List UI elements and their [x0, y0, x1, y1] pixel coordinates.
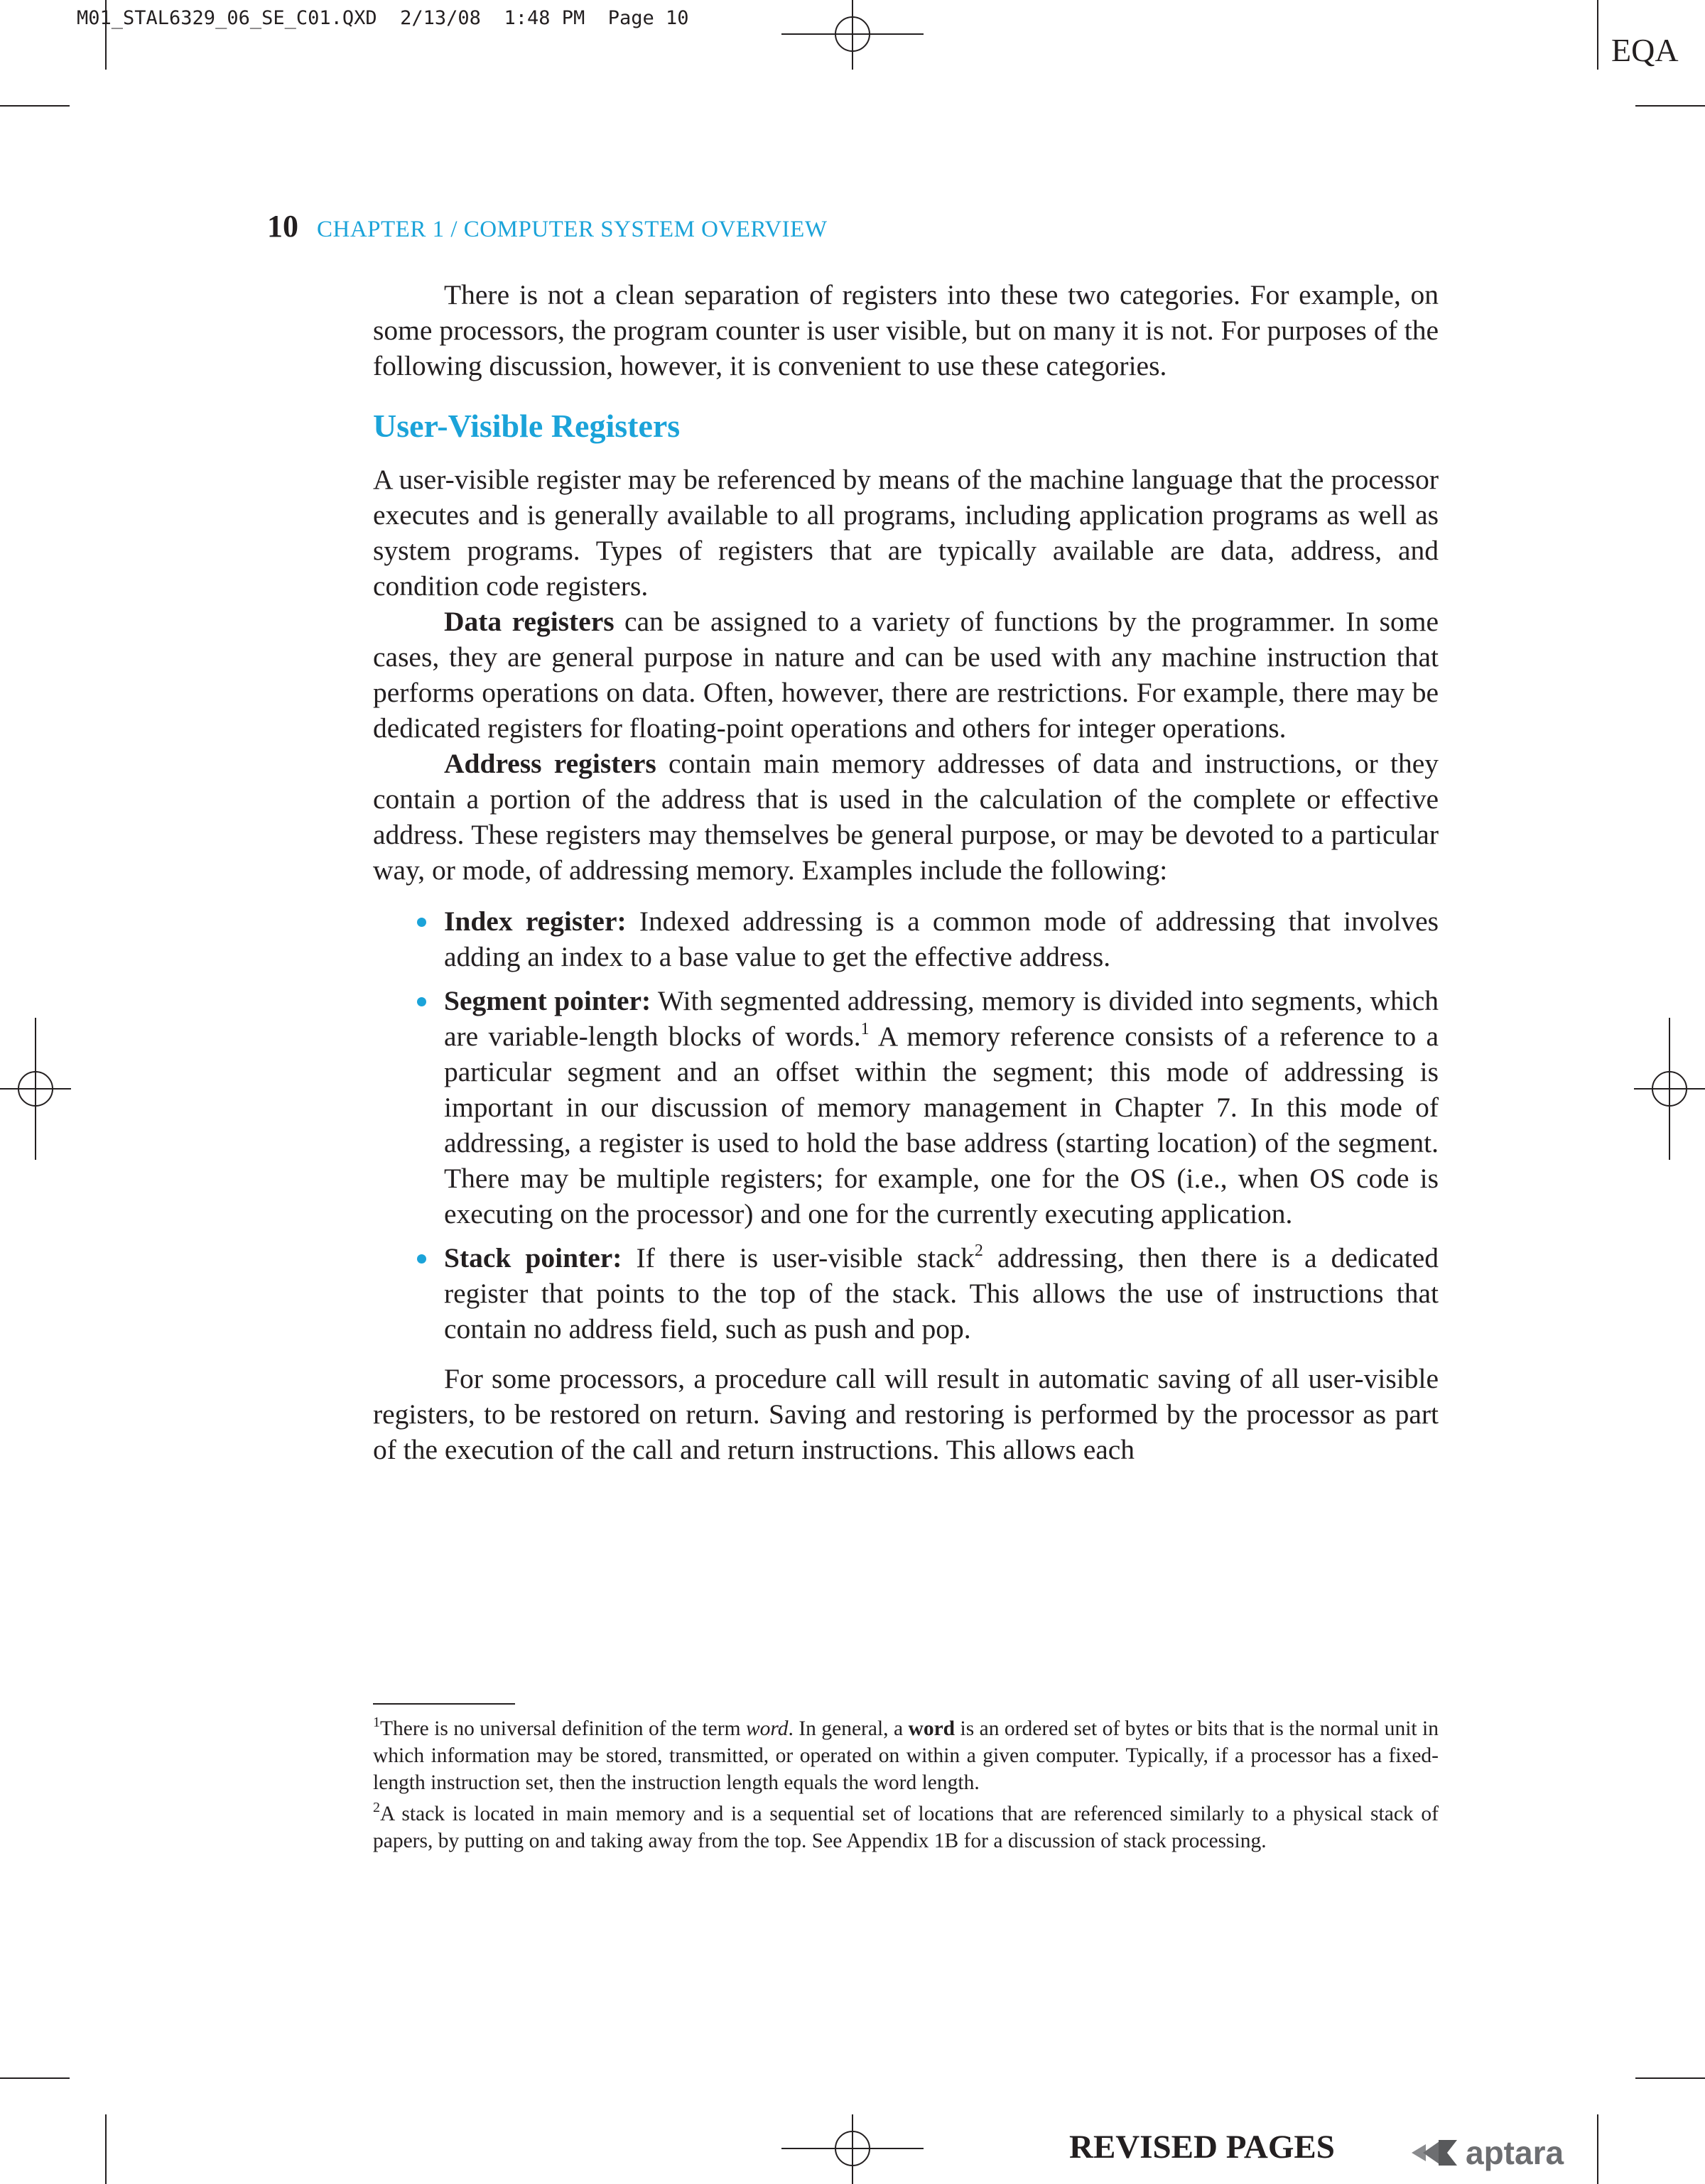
footnote-1: $^1$There is no universal definition of the term word. In general, a word is an ordered set of bytes or bits that is the normal unit in which information may be stored, transmitted, or operated on within a given computer. Typically, if a processor has a fixed-length instruction set, then the instruction length equals the word length. [373, 1715, 1439, 1794]
term-index-register: Index register: [444, 906, 627, 937]
crop-mark-bottom-left-h [0, 2077, 70, 2079]
footnote-2: $^2$A stack is located in main memory and is a sequential set of locations that are referenced similarly to a physical stack of papers, by putting on and taking away from the top. See Appendix 1B for a discussion of stack processing. [373, 1800, 1439, 1852]
registration-mark-top [781, 0, 924, 71]
footnote-ref-1[interactable]: 1 [860, 1020, 870, 1038]
term-segment-pointer: Segment pointer: [444, 985, 651, 1016]
aptara-logo-icon [1410, 2137, 1460, 2168]
running-head [267, 208, 827, 244]
revised-pages-label: REVISED PAGES [1069, 2129, 1335, 2166]
footnotes [373, 1715, 1439, 1859]
list-item: Stack pointer: If there is user-visible stack$^2$ addressing, then there is a dedicated register that points to the top of the stack. This allows the use of instructions that contain no address field, such as push and pop. [373, 1240, 1439, 1347]
aptara-logo-text: aptara [1466, 2134, 1564, 2171]
bullet-icon [417, 1254, 426, 1264]
footnote-divider [373, 1703, 515, 1705]
crop-mark-top-left-h [0, 105, 70, 107]
corner-mark: EQA [1611, 32, 1679, 68]
closing-paragraph: For some processors, a procedure call will result in automatic saving of all user-visible registers, to be restored on return. Saving and restoring is performed by the processor as part of the execution of the call and return instructions. This allows each [373, 1363, 1439, 1465]
paragraph-address-registers: Address registers contain main memory addresses of data and instructions, or they contain a portion of the address that is used in the calculation of the complete or effective address. These registers may themselves be general purpose, or may be devoted to a particular way, or mode, of addressing memory. Examples include the following: [373, 748, 1439, 886]
crop-mark-top-right-v [1597, 0, 1598, 70]
paragraph-user-visible: A user-visible register may be referenced by means of the machine language that the processor executes and is generally available to all programs, including application programs as well as system programs. Types of registers that are typically available are data, address, and condition code registers. [373, 464, 1439, 602]
term-address-registers: Address registers [444, 748, 656, 779]
registration-mark-bottom [781, 2113, 924, 2184]
bullet-icon [417, 997, 426, 1006]
footnote-ref-2[interactable]: 2 [974, 1242, 983, 1260]
intro-paragraph: There is not a clean separation of registers into these two categories. For example, on some processors, the program counter is user visible, but on many it is not. For purposes of the following discussion, however, it is convenient to use these categories. [373, 279, 1439, 381]
crop-mark-top-right-h [1635, 105, 1705, 107]
bullet-icon [417, 918, 426, 927]
paragraph-data-registers: Data registers can be assigned to a variety of functions by the programmer. In some cases, they are general purpose in nature and can be used with any machine instruction that performs operations on data. Often, however, there are restrictions. For example, there may be dedicated registers for floating-point operations and others for integer operations. [373, 606, 1439, 744]
list-item: Index register: Indexed addressing is a common mode of addressing that involves adding an index to a base value to get the effective address. [373, 903, 1439, 974]
list-item: Segment pointer: With segmented addressing, memory is divided into segments, which are variable-length blocks of words.$^1$ A memory reference consists of a reference to a particular segment and an offset within the segment; this mode of addressing is important in our discussion of memory management in Chapter 7. In this mode of addressing, a register is used to hold the base address (starting location) of the segment. There may be multiple registers; for example, one for the OS (i.e., when OS code is executing on the processor) and one for the currently executing application. [373, 983, 1439, 1232]
crop-mark-bottom-right-h [1635, 2077, 1705, 2079]
chapter-title: CHAPTER 1 / COMPUTER SYSTEM OVERVIEW [317, 217, 828, 242]
file-slug: M01_STAL6329_06_SE_C01.QXD 2/13/08 1:48 PM Page 10 [77, 7, 689, 29]
crop-mark-bottom-left-v [105, 2114, 107, 2184]
registration-mark-right [1634, 1018, 1705, 1160]
crop-mark-bottom-right-v [1597, 2114, 1598, 2184]
registration-mark-left [0, 1018, 71, 1160]
section-heading: User-Visible Registers [373, 408, 681, 444]
main-text [373, 277, 1439, 1467]
page-number: 10 [267, 209, 298, 244]
term-stack-pointer: Stack pointer: [444, 1242, 622, 1273]
aptara-logo [1410, 2134, 1564, 2172]
register-examples-list [373, 903, 1439, 1347]
term-data-registers: Data registers [444, 606, 615, 637]
